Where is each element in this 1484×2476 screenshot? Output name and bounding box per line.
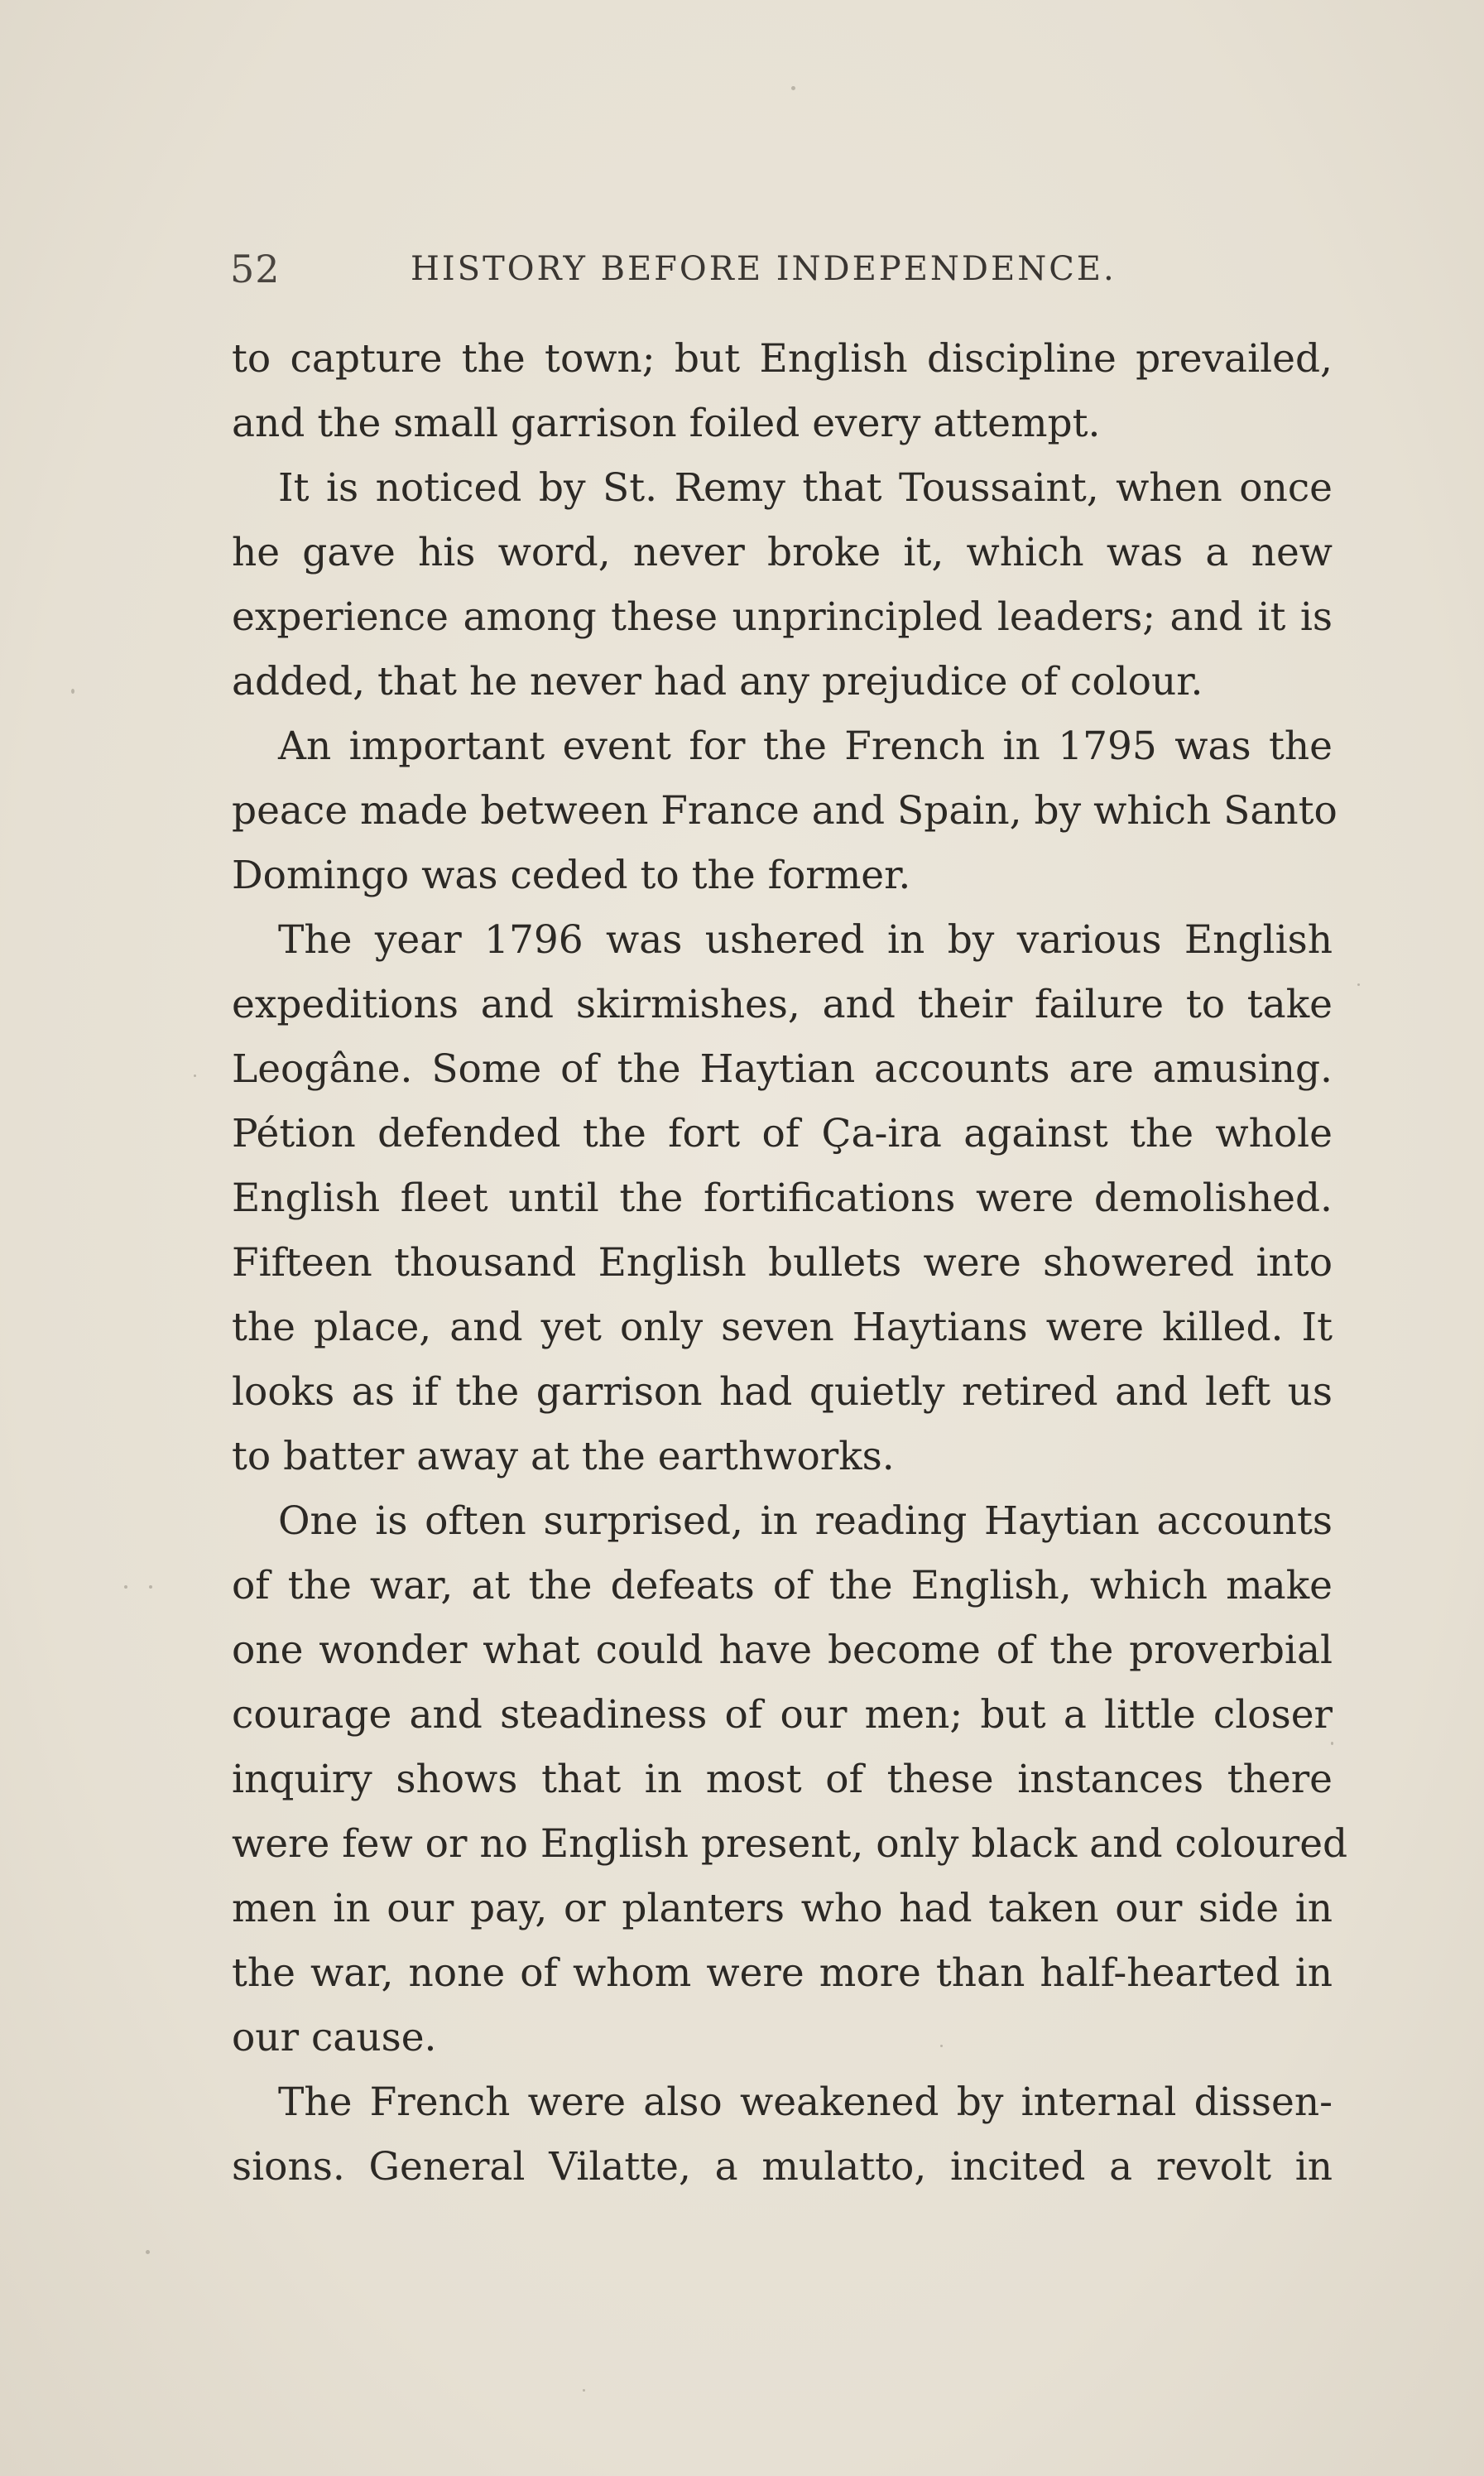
text-line: peace made between France and Spain, by which Santo [232, 788, 1338, 834]
text-line: courage and steadiness of our men; but a little closer [232, 1692, 1333, 1738]
text-line: Leogâne. Some of the Haytian accounts are amusing. [232, 1046, 1333, 1092]
page-number: 52 [230, 247, 281, 291]
paper-speck [1357, 983, 1360, 986]
text-line: expeditions and skirmishes, and their failure to take [232, 982, 1333, 1027]
paragraph-start-line: The French were also weakened by internal dissen- [278, 2079, 1333, 2125]
text-line: Domingo was ceded to the former. [232, 853, 911, 898]
text-line: were few or no English present, only black and coloured [232, 1821, 1348, 1867]
text-line: added, that he never had any prejudice of colour. [232, 659, 1203, 704]
text-line: sions. General Vilatte, a mulatto, incited a revolt in [232, 2144, 1333, 2190]
text-line: the place, and yet only seven Haytians were killed. It [232, 1305, 1333, 1350]
text-line: looks as if the garrison had quietly retired and left us [232, 1369, 1333, 1415]
text-line: to capture the town; but English discipline prevailed, [232, 336, 1333, 382]
paper-speck [940, 2045, 943, 2047]
page-header [230, 247, 1331, 305]
paper-speck [791, 86, 795, 90]
text-line: he gave his word, never broke it, which was a new [232, 530, 1333, 575]
text-line: inquiry shows that in most of these instances there [232, 1757, 1333, 1802]
text-line: the war, none of whom were more than half-hearted in [232, 1950, 1333, 1996]
paper-speck [149, 1585, 152, 1589]
text-line: English fleet until the fortifications were demolished. [232, 1175, 1333, 1221]
paper-speck [194, 1075, 196, 1077]
text-line: experience among these unprincipled leaders; and it is [232, 594, 1333, 640]
paragraph-start-line: The year 1796 was ushered in by various English [278, 917, 1333, 963]
paper-speck [146, 2250, 150, 2254]
text-line: of the war, at the defeats of the English, which make [232, 1563, 1333, 1608]
text-line: our cause. [232, 2015, 437, 2060]
text-line: men in our pay, or planters who had taken our side in [232, 1886, 1333, 1931]
running-head: HISTORY BEFORE INDEPENDENCE. [411, 250, 1117, 288]
text-line: Fifteen thousand English bullets were showered into [232, 1240, 1333, 1286]
text-line: one wonder what could have become of the proverbial [232, 1627, 1333, 1673]
paper-speck [124, 1585, 127, 1589]
paper-speck [71, 689, 74, 694]
paper-speck [1331, 1742, 1333, 1745]
paragraph-start-line: It is noticed by St. Remy that Toussaint, when once [278, 465, 1333, 511]
paragraph-start-line: One is often surprised, in reading Haytian accounts [278, 1498, 1333, 1544]
text-line: Pétion defended the fort of Ça-ira against the whole [232, 1111, 1333, 1156]
paragraph-start-line: An important event for the French in 1795 was the [278, 724, 1333, 769]
paper-speck [583, 2389, 585, 2392]
text-line: and the small garrison foiled every attempt. [232, 401, 1101, 446]
text-line: to batter away at the earthworks. [232, 1434, 895, 1479]
